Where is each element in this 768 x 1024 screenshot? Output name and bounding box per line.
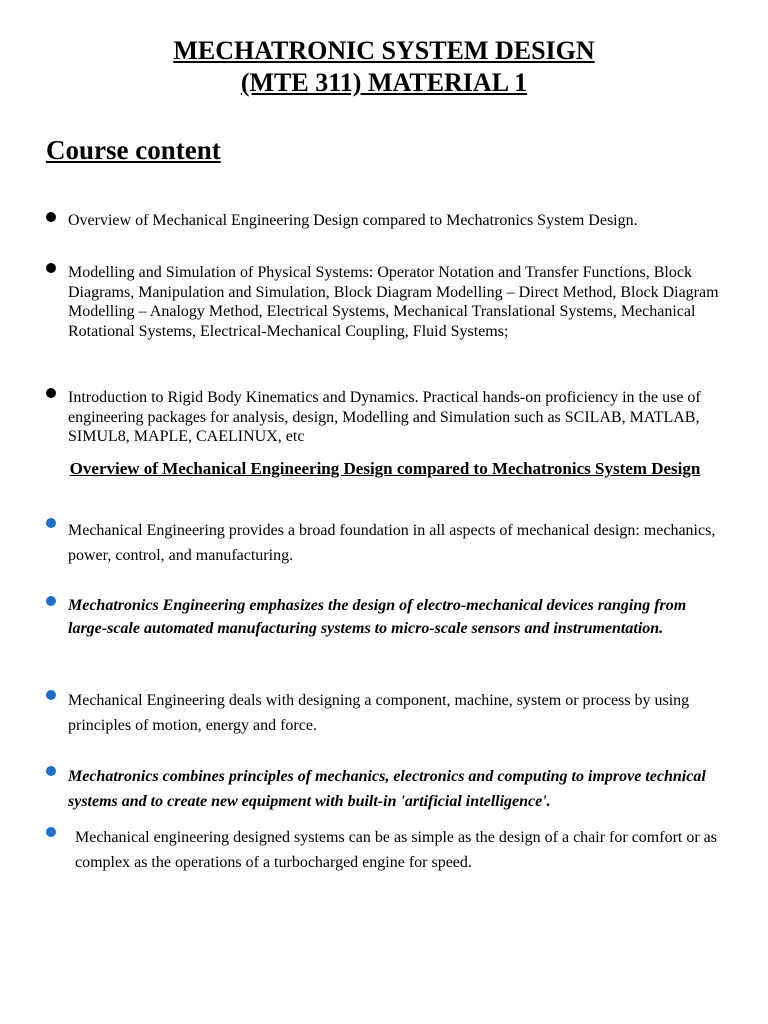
- bullet-icon: [46, 596, 56, 606]
- bullet-icon: [46, 388, 56, 398]
- list-item-text: Mechanical engineering designed systems can be as simple as the design of a chair for comfort or as complex as the operations of a turbocharged engine for speed.: [75, 829, 718, 871]
- bullet-icon: [46, 212, 56, 222]
- title-line-2: (MTE 311) MATERIAL 1: [240, 68, 528, 97]
- list-item-text: Mechanical Engineering provides a broad foundation in all aspects of mechanical design: mechanics, power, control, and manufacturing.: [68, 522, 716, 564]
- list-item-text: Introduction to Rigid Body Kinematics and Dynamics. Practical hands-on proficiency in the use of engineering packages for analysis, design, Modelling and Simulation such as SCILAB, MATLAB, SIMUL8, MAPLE, CAELINUX, etc: [68, 389, 701, 445]
- document-title: [0, 35, 768, 99]
- list-item-text: Mechatronics combines principles of mechanics, electronics and computing to improve technical systems and to create new equipment with built-in 'artificial intelligence'.: [68, 768, 706, 810]
- bullet-icon: [46, 827, 56, 837]
- course-content-heading: Course content: [46, 135, 221, 165]
- list-item-text: Mechanical Engineering deals with designing a component, machine, system or process by using principles of motion, energy and force.: [68, 692, 690, 734]
- list-item-text: Modelling and Simulation of Physical Systems: Operator Notation and Transfer Functions, Block Diagrams, Manipulation and Simulation, Block Diagram Modelling – Direct Method, Block Diagram Modelling – Analogy Method, Electrical Systems, Mechanical Translational Systems, Mechanical Rotational Systems, Electrical-Mechanical Coupling, Fluid Systems;: [68, 264, 719, 340]
- bullet-icon: [46, 690, 56, 700]
- bullet-icon: [46, 766, 56, 776]
- bullet-icon: [46, 518, 56, 528]
- overview-heading: Overview of Mechanical Engineering Design compared to Mechatronics System Design: [69, 459, 701, 478]
- bullet-icon: [46, 263, 56, 273]
- title-line-1: MECHATRONIC SYSTEM DESIGN: [173, 36, 595, 65]
- list-item-text: Overview of Mechanical Engineering Design compared to Mechatronics System Design.: [68, 212, 638, 229]
- list-item-text: Mechatronics Engineering emphasizes the design of electro-mechanical devices ranging from large-scale automated manufacturing systems to micro-scale sensors and instrumentation.: [68, 597, 687, 637]
